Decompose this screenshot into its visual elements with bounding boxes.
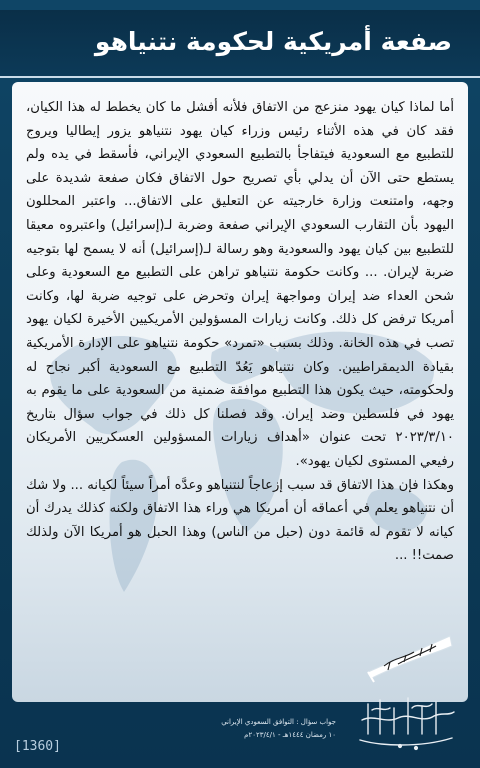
article-paragraph: أما لماذا كيان يهود منزعج من الاتفاق فلأنه أفشل ما كان يخطط له هذا الكيان، فقد كان في هذه الأثناء رئيس وزراء كيان يهود نتنياهو يزور إيطاليا ويروج للتطبيع مع السعودية فيتفاجأ بالتطبيع السعودي الإيراني، فأسقط في يده ولم يستطع حتى الآن أن يدلي بأي تصريح حول الاتفاق فكان صفعة شديدة على وجهه، وامتنعت وزارة خارجيته عن التعليق على الاتفاق... واعتبر المحللون اليهود بأن التقارب السعودي الإيراني صفعة وضربة لـ(إسرائيل) واعتبروه معيقا للتطبيع بين كيان يهود والسعودية وهو رسالة لـ(إسرائيل) أنه لا يسمح لها بتوجيه ضربة لإيران. ... وكانت حكومة نتنياهو تراهن على التطبيع مع السعودية وعلى شحن العداء ضد إيران ومواجهة إيران وتحرض على توجيه ضربة لها، وكانت أمريكا ترفض كل ذلك. وكانت زيارات المسؤولين الأمريكيين الأخيرة لكيان يهود تصب في هذه الخانة. وذلك بسبب «تمرد» حكومة نتنياهو على الإدارة الأمريكية بقيادة الديمقراطيين. وكان نتنياهو يَعُدّ التطبيع مع السعودية أكبر نجاح له ولحكومته، حيث يكون هذا التطبيع موافقة ضمنية من السعودية على ما يقوم به يهود في فلسطين وضد إيران. وقد فصلنا كل ذلك في جواب سؤال بتاريخ ٢٠٢٣/٣/١٠ تحت عنوان «أهداف زيارات المسؤولين العسكريين الأمريكان رفيعي المستوى لكيان يهود». (26, 100, 454, 469)
article-paragraph: وهكذا فإن هذا الاتفاق قد سبب إزعاجاً لنتنياهو وعدَّه أمراً سيئاً لكيانه ... ولا شك أن نتنياهو يعلم في أعماقه أن أمريكا هي وراء هذا الاتفاق ولكنه كذلك يدرك أن كيانه لا تقوم له قائمة دون (حبل من الناس) وهذا الحبل هو أمريكا الآن ولذلك صمت!! ... (26, 477, 454, 564)
calligraphy-seal-icon (350, 690, 462, 756)
page-title: صفعة أمريكية لحكومة نتنياهو (94, 27, 452, 56)
article-card (12, 82, 468, 702)
page-number: [1360] (14, 739, 61, 754)
title-bar (0, 10, 480, 78)
source-citation (196, 716, 336, 756)
source-title: جواب سؤال : التوافق السعودي الإيراني (221, 718, 336, 726)
flag-icon (364, 628, 456, 684)
article-body (26, 96, 454, 568)
source-date: ١٠ رمضان ١٤٤٤هـ - ٢٠٢٣/٤/١م (244, 731, 336, 739)
